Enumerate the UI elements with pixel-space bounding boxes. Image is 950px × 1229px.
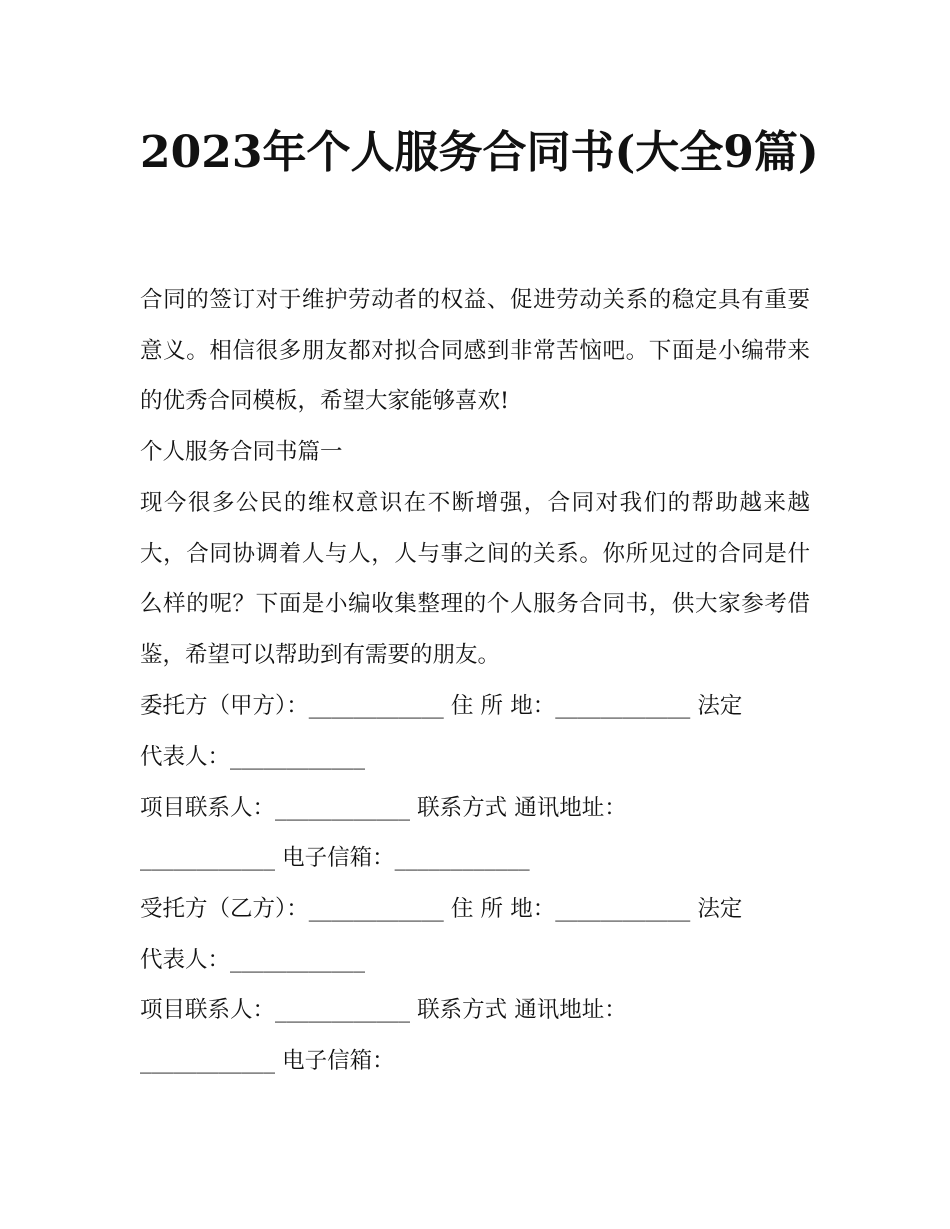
party-b-line-4: ____________ 电子信箱： bbox=[140, 1048, 395, 1074]
body-paragraph: 现今很多公民的维权意识在不断增强，合同对我们的帮助越来越大，合同协调着人与人，人与事之间的关系。你所见过的合同是什么样的呢？下面是小编收集整理的个人服务合同书，供大家参考借鉴，希望可以帮助到有需要的朋友。 bbox=[140, 490, 810, 668]
document-title: 2023年个人服务合同书(大全9篇) bbox=[140, 127, 819, 178]
party-a-line-2: 代表人：____________ bbox=[140, 744, 366, 770]
party-b-line-2: 代表人：____________ bbox=[140, 947, 366, 973]
party-b-line-3: 项目联系人：____________ 联系方式 通讯地址： bbox=[140, 997, 627, 1023]
party-a-line-3: 项目联系人：____________ 联系方式 通讯地址： bbox=[140, 795, 627, 821]
party-b-line-1: 受托方（乙方）：____________ 住 所 地：____________ 法定 bbox=[140, 896, 743, 922]
section-heading: 个人服务合同书篇一 bbox=[140, 439, 343, 465]
party-a-line-1: 委托方（甲方）：____________ 住 所 地：____________ 法定 bbox=[140, 693, 743, 719]
party-a-line-4: ____________ 电子信箱：____________ bbox=[140, 845, 530, 871]
intro-paragraph: 合同的签订对于维护劳动者的权益、促进劳动关系的稳定具有重要意义。相信很多朋友都对拟合同感到非常苦恼吧。下面是小编带来的优秀合同模板，希望大家能够喜欢! bbox=[140, 287, 810, 415]
